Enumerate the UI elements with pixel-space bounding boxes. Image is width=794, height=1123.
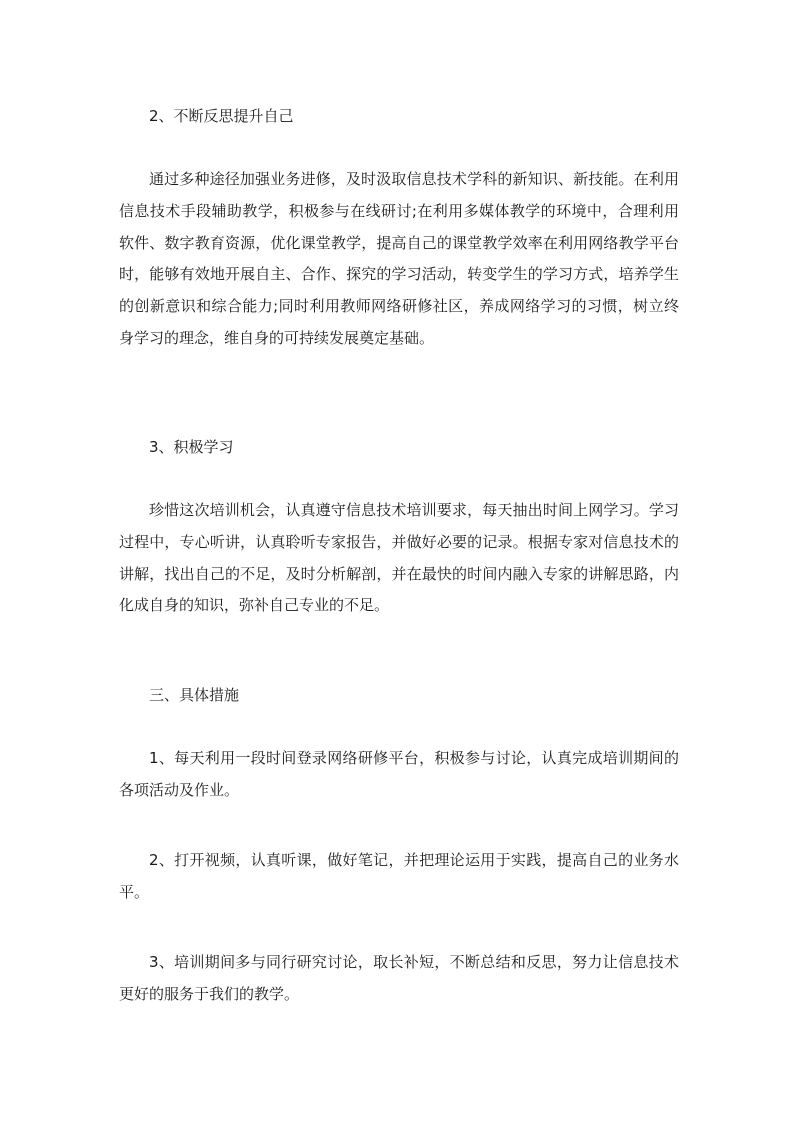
- paragraph-measure-2: 2、打开视频，认真听课，做好笔记，并把理论运用于实践，提高自己的业务水平。: [119, 851, 679, 901]
- paragraph-measure-1: 1、每天利用一段时间登录网络研修平台，积极参与讨论，认真完成培训期间的各项活动及作业。: [119, 749, 679, 799]
- paragraph-learning-body: 珍惜这次培训机会，认真遵守信息技术培训要求，每天抽出时间上网学习。学习过程中，专心听讲，认真聆听专家报告，并做好必要的记录。根据专家对信息技术的讲解，找出自己的不足，及时分析解剖，并在最快的时间内融入专家的讲解思路，内化成自身的知识，弥补自己专业的不足。: [119, 501, 679, 615]
- heading-reflect: 2、不断反思提升自己: [149, 107, 294, 125]
- heading-active-learning: 3、积极学习: [149, 438, 234, 456]
- paragraph-reflect-body: 通过多种途径加强业务进修，及时汲取信息技术学科的新知识、新技能。在利用信息技术手段辅助教学，积极参与在线研讨;在利用多媒体教学的环境中，合理利用软件、数字教育资源，优化课堂教学，提高自己的课堂教学效率在利用网络教学平台时，能够有效地开展自主、合作、探究的学习活动，转变学生的学习方式，培养学生的创新意识和综合能力;同时利用教师网络研修社区，养成网络学习的习惯，树立终身学习的理念，维自身的可持续发展奠定基础。: [119, 170, 679, 347]
- heading-specific-measures: 三、具体措施: [149, 686, 240, 704]
- paragraph-measure-3: 3、培训期间多与同行研究讨论，取长补短，不断总结和反思，努力让信息技术更好的服务于我们的教学。: [119, 953, 679, 1003]
